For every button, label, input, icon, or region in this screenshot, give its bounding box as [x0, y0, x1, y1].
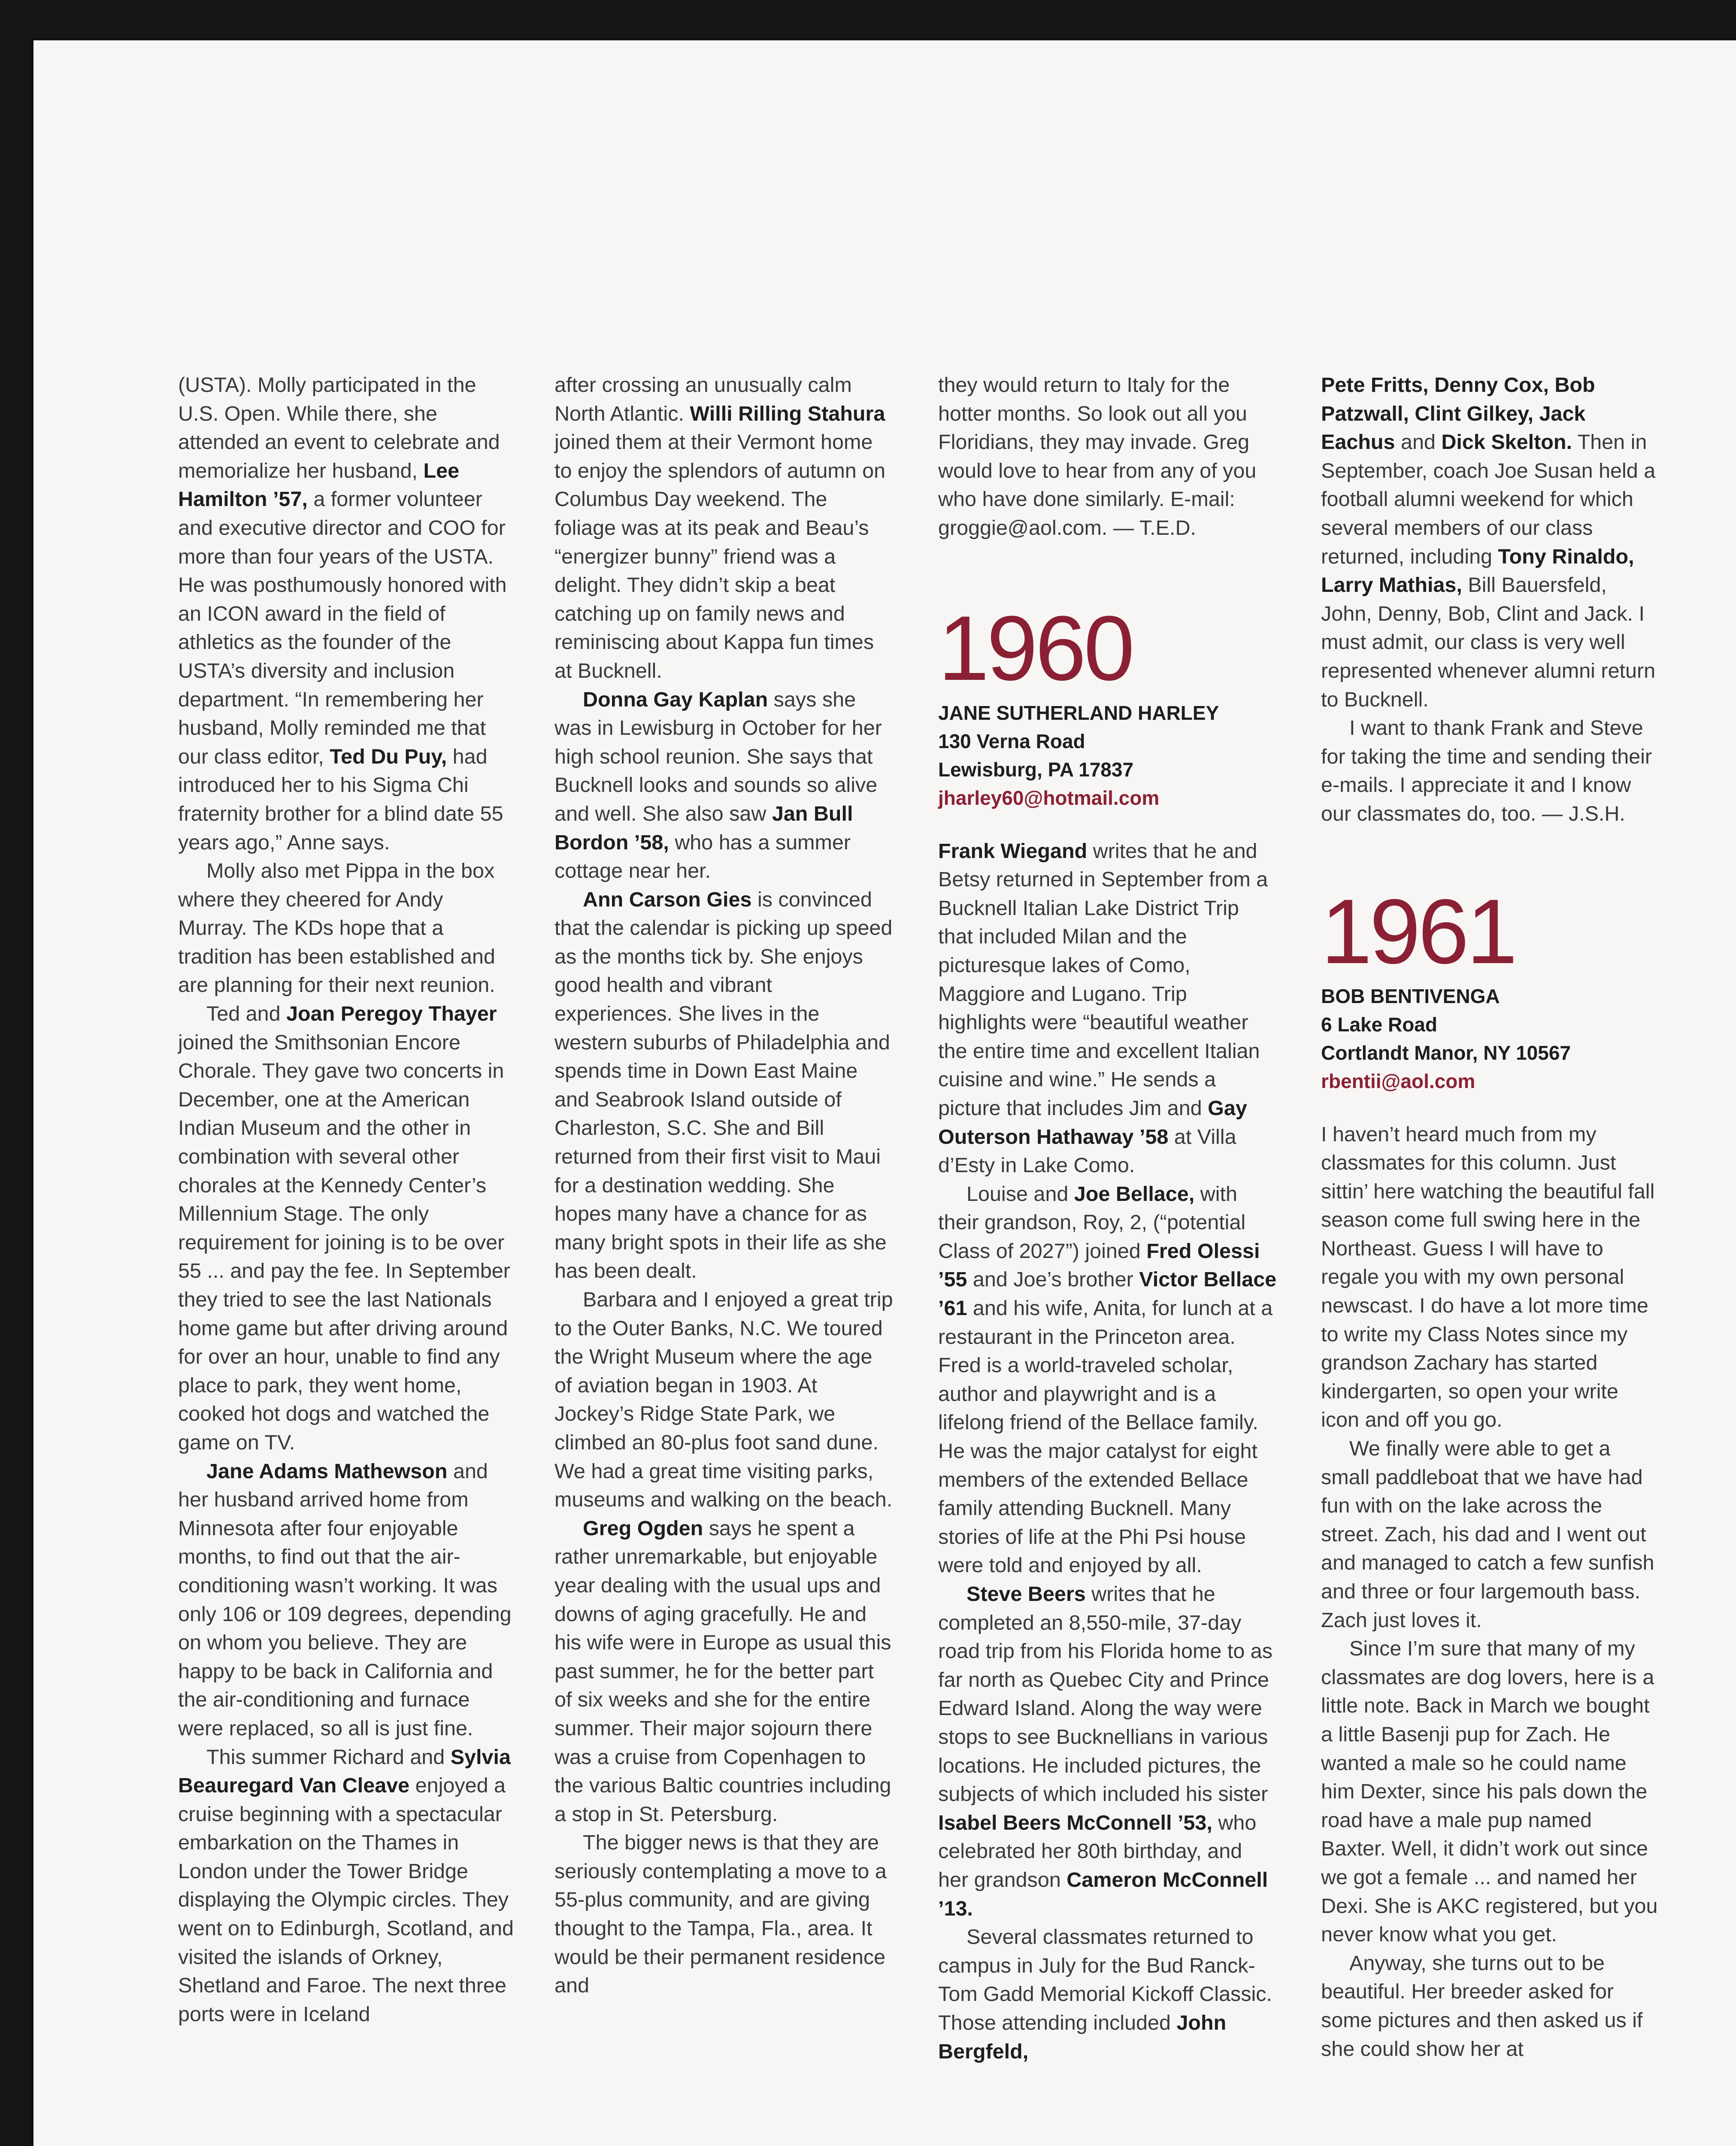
paragraph: [1321, 1434, 1660, 1634]
class-year-heading-1961: 1961: [1321, 880, 1515, 983]
person-name: Donna Gay Kaplan: [583, 688, 768, 711]
paragraph: [1321, 1120, 1660, 1435]
text-run: they would return to Italy for the hotter months. So look out all you Floridians, they may invade. Greg would love to hear from any of you who have done similarly. E-mail: groggie@aol.com. — T.E.D.: [938, 373, 1257, 540]
person-name: Frank Wiegand: [938, 839, 1088, 863]
text-run: writes that he completed an 8,550-mile, 37-day road trip from his Florida home to as far north as Quebec City and Prince Edward Island. Along the way were stops to see Bucknellians in various locations. He included pictures, the subjects of which included his sister: [938, 1582, 1273, 1806]
text-run: The bigger news is that they are seriously contemplating a move to a 55-plus community, and are giving thought to the Tampa, Fla., area. It would be their permanent residence and: [554, 1831, 887, 1997]
paragraph: [938, 1180, 1277, 1580]
text-run: and her husband arrived home from Minnesota after four enjoyable months, to find out that the air-conditioning wasn’t working. It was only 106 or 109 degrees, depending on whom you believe. They are happy to be back in California and the air-conditioning and furnace were replaced, so all is just fine.: [178, 1459, 512, 1740]
person-name: Sylvia Beauregard Van Cleave: [178, 1745, 511, 1797]
person-name: Victor Bellace ’61: [938, 1268, 1277, 1320]
text-run: is convinced that the calendar is picking up speed as the months tick by. She enjoys good health and vibrant experiences. She lives in the western suburbs of Philadelphia and spends time in Down East Maine and Seabrook Island outside of Charleston, S.C. She and Bill returned from their first visit to Maui for a destination wedding. She hopes many have a chance for as many bright spots in their life as she has been dealt.: [554, 888, 893, 1283]
person-name: Ann Carson Gies: [583, 888, 752, 911]
text-run: and his wife, Anita, for lunch at a restaurant in the Princeton area. Fred is a world-traveled scholar, author and playwright and is a lifelong friend of the Bellace family. He was the major catalyst for eight members of the extended Bellace family attending Bucknell. Many stories of life at the Phi Psi house were told and enjoyed by all.: [938, 1297, 1273, 1577]
text-run: who has a summer cottage near her.: [554, 831, 851, 883]
text-run: I want to thank Frank and Steve for taking the time and sending their e-mails. I appreciate it and I know our classmates do, too. — J.S.H.: [1321, 716, 1652, 825]
paragraph: [554, 1514, 894, 1829]
text-run: and Joe’s brother: [967, 1268, 1139, 1291]
text-run: Anyway, she turns out to be beautiful. Her breeder asked for some pictures and then asked us if she could show her at: [1321, 1951, 1643, 2061]
text-run: writes that he and Betsy returned in September from a Bucknell Italian Lake District Trip that included Milan and the picturesque lakes of Como, Maggiore and Lugano. Trip highlights were “beautiful weather the entire time and excellent Italian cuisine and wine.” He sends a picture that includes Jim and: [938, 839, 1268, 1120]
class-year-heading-1960: 1960: [938, 597, 1133, 700]
text-run: Since I’m sure that many of my classmates are dog lovers, here is a little note. Back in March we bought a little Basenji pup for Zach. He wanted a male so he could name him Dexter, since his pals down the road have a male pup named Baxter. Well, it didn’t work out since we got a female ... and named her Dexi. She is AKC registered, but you never know what you get.: [1321, 1637, 1658, 1946]
text-run: I haven’t heard much from my classmates for this column. Just sittin’ here watching the beautiful fall season come full swing here in the Northeast. Guess I will have to regale you with my own personal newscast. I do have a lot more time to write my Class Notes since my grandson Zachary has started kindergarten, so open your write icon and off you go.: [1321, 1122, 1655, 1432]
text-run: Several classmates returned to campus in July for the Bud Ranck-Tom Gadd Memorial Kickoff Classic. Those attending included: [938, 1925, 1272, 2034]
paragraph: [1321, 714, 1660, 828]
person-name: Willi Rilling Stahura: [690, 402, 885, 425]
person-name: Cameron McConnell ’13.: [938, 1868, 1268, 1920]
person-name: Fred Olessi ’55: [938, 1239, 1260, 1291]
class-editor-address: 6 Lake Road: [1321, 1013, 1437, 1036]
text-run: Bill Bauersfeld, John, Denny, Bob, Clint and Jack. I must admit, our class is very well represented whenever alumni return to Bucknell.: [1321, 573, 1656, 711]
text-run: after crossing an unusually calm North Atlantic.: [554, 373, 852, 425]
column-4-text: [1321, 1120, 1660, 2064]
paragraph: [1321, 1634, 1660, 1949]
person-name: Dick Skelton.: [1441, 430, 1572, 454]
paragraph: [554, 1828, 894, 2000]
column-3-intro-text: [938, 371, 1277, 543]
person-name: Gay Outerson Hathaway ’58: [938, 1096, 1247, 1149]
text-run: a former volunteer and executive director and COO for more than four years of the USTA. He was posthumously honored with an ICON award in the field of athletics as the founder of the USTA’s diversity and inclusion department. “In remembering her husband, Molly reminded me that our class editor,: [178, 488, 507, 768]
text-run: Ted and: [206, 1002, 287, 1026]
text-run: This summer Richard and: [206, 1745, 451, 1769]
column-2: [554, 371, 894, 2000]
paragraph: [554, 371, 894, 685]
class-editor-name: BOB BENTIVENGA: [1321, 985, 1500, 1007]
text-run: Molly also met Pippa in the box where they cheered for Andy Murray. The KDs hope that a tradition has been established and are planning for their next reunion.: [178, 859, 495, 997]
class-editor-city: Lewisburg, PA 17837: [938, 758, 1134, 781]
person-name: Joe Bellace,: [1074, 1182, 1195, 1206]
class-editor-contact-1960: [938, 699, 1277, 812]
paragraph: [1321, 1949, 1660, 2063]
paragraph: [178, 1000, 517, 1457]
person-name: Steve Beers: [966, 1582, 1086, 1606]
text-run: with their grandson, Roy, 2, (“potential Class of 2027”) joined: [938, 1182, 1246, 1263]
paragraph: [554, 685, 894, 885]
text-run: Then in September, coach Joe Susan held a football alumni weekend for which several members of our class returned, including: [1321, 430, 1656, 568]
person-name: John Bergfeld,: [938, 2011, 1227, 2063]
person-name: Joan Peregoy Thayer: [286, 1002, 497, 1026]
person-name: Jan Bull Bordon ’58,: [554, 802, 853, 854]
paragraph: [938, 1580, 1277, 1923]
class-editor-city: Cortlandt Manor, NY 10567: [1321, 1041, 1571, 1064]
person-name: Ted Du Puy,: [330, 745, 447, 768]
text-run: (USTA). Molly participated in the U.S. Open. While there, she attended an event to celebrate and memorialize her husband,: [178, 373, 500, 482]
class-editor-email-link[interactable]: rbentii@aol.com: [1321, 1070, 1475, 1092]
column-4: [1321, 371, 1660, 2063]
paragraph: [1321, 371, 1660, 714]
person-name: Tony Rinaldo, Larry Mathias,: [1321, 545, 1634, 597]
text-run: says he spent a rather unremarkable, but enjoyable year dealing with the usual ups and downs of aging gracefully. He and his wife were in Europe as usual this past summer, he for the better part of six weeks and she for the entire summer. Their major sojourn there was a cruise from Copenhagen to the various Baltic countries including a stop in St. Petersburg.: [554, 1516, 891, 1826]
person-name: Jane Adams Mathewson: [206, 1459, 448, 1483]
text-run: Louise and: [966, 1182, 1074, 1206]
magazine-page: [33, 40, 1736, 2146]
column-4-intro-text: [1321, 371, 1660, 828]
text-run: and: [1395, 430, 1442, 454]
paragraph: [938, 371, 1277, 543]
text-run: who celebrated her 80th birthday, and her grandson: [938, 1811, 1257, 1891]
paragraph: [178, 857, 517, 1000]
paragraph: [178, 371, 517, 857]
person-name: Lee Hamilton ’57,: [178, 459, 460, 511]
text-run: had introduced her to his Sigma Chi fraternity brother for a blind date 55 years ago,” Anne says.: [178, 745, 503, 854]
column-3-text: [938, 837, 1277, 2066]
paragraph: [554, 1285, 894, 1514]
paragraph: [938, 837, 1277, 1180]
class-editor-address: 130 Verna Road: [938, 730, 1085, 752]
text-run: enjoyed a cruise beginning with a spectacular embarkation on the Thames in London under the Tower Bridge displaying the Olympic circles. They went on to Edinburgh, Scotland, and visited the islands of Orkney, Shetland and Faroe. The next three ports were in Iceland: [178, 1774, 514, 2026]
column-1: [178, 371, 517, 2028]
paragraph: [554, 885, 894, 1285]
class-editor-email-link[interactable]: jharley60@hotmail.com: [938, 786, 1160, 809]
column-2-text: [554, 371, 894, 2000]
text-run: joined the Smithsonian Encore Chorale. They gave two concerts in December, one at the American Indian Museum and the other in combination with several other chorales at the Kennedy Center’s Millennium Stage. The only requirement for joining is to be over 55 ... and pay the fee. In September they tried to see the last Nationals home game but after driving around for over an hour, unable to find any place to park, they went home, cooked hot dogs and watched the game on TV.: [178, 1031, 510, 1454]
class-editor-name: JANE SUTHERLAND HARLEY: [938, 701, 1219, 724]
text-run: Barbara and I enjoyed a great trip to the Outer Banks, N.C. We toured the Wright Museum where the age of aviation began in 1903. At Jockey’s Ridge State Park, we climbed an 80-plus foot sand dune. We had a great time visiting parks, museums and walking on the beach.: [554, 1288, 893, 1512]
person-name: Pete Fritts, Denny Cox, Bob Patzwall, Clint Gilkey, Jack Eachus: [1321, 373, 1595, 454]
column-3: [938, 371, 1277, 2066]
text-run: We finally were able to get a small paddleboat that we have had fun with on the lake across the street. Zach, his dad and I went out and managed to catch a few sunfish and three or four largemouth bass. Zach just loves it.: [1321, 1437, 1654, 1632]
column-1-text: [178, 371, 517, 2028]
paragraph: [178, 1743, 517, 2029]
class-editor-contact-1961: [1321, 982, 1660, 1095]
person-name: Greg Ogden: [583, 1516, 703, 1540]
paragraph: [178, 1457, 517, 1743]
text-run: joined them at their Vermont home to enjoy the splendors of autumn on Columbus Day weekend. The foliage was at its peak and Beau’s “energizer bunny” friend was a delight. They didn’t skip a beat catching up on family news and reminiscing about Kappa fun times at Bucknell.: [554, 430, 886, 682]
person-name: Isabel Beers McConnell ’53,: [938, 1811, 1212, 1834]
text-run: at Villa d’Esty in Lake Como.: [938, 1125, 1236, 1177]
text-run: says she was in Lewisburg in October for her high school reunion. She says that Bucknell looks and sounds so alive and well. She also saw: [554, 688, 882, 825]
paragraph: [938, 1923, 1277, 2066]
